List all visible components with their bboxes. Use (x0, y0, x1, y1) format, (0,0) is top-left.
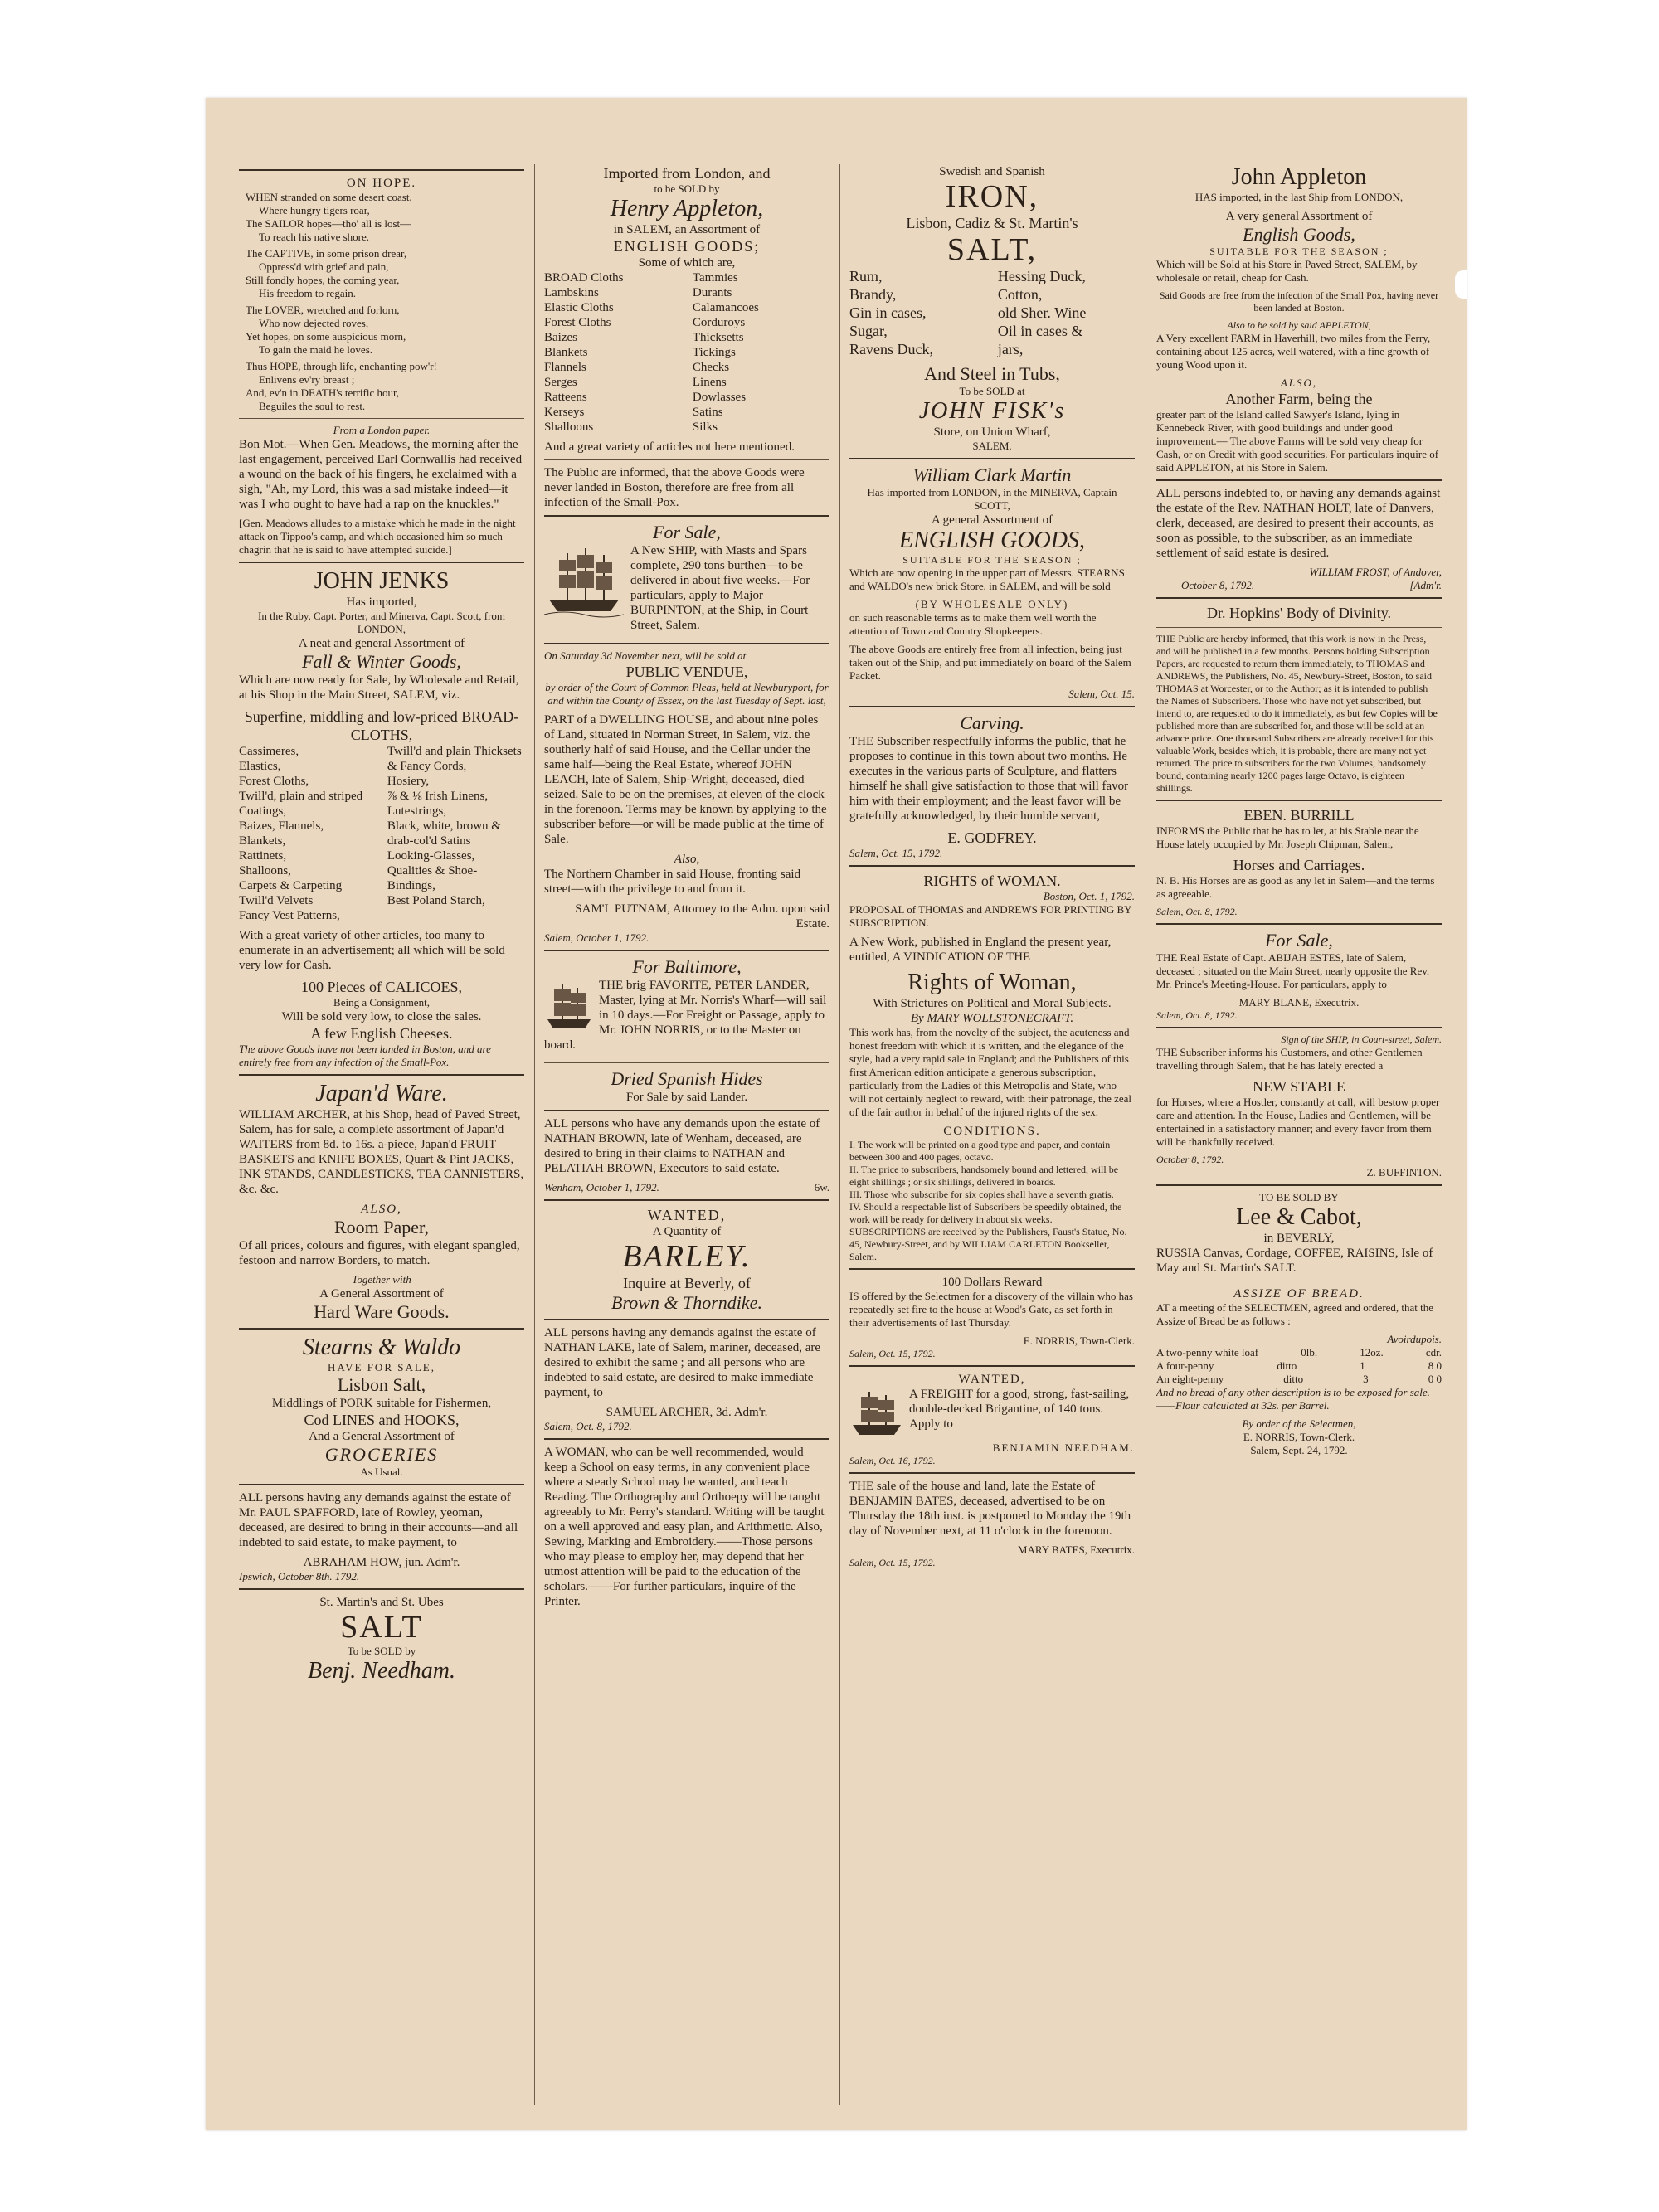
date-line: Ipswich, October 8th. 1792. (239, 1570, 360, 1582)
bread-row (1156, 1373, 1442, 1386)
poem-line: Thus HOPE, through life, enchanting pow'r! (246, 360, 437, 372)
wholesale-line: (BY WHOLESALE ONLY) (915, 598, 1069, 610)
signature-line: E. GODFREY. (947, 829, 1037, 846)
jenks-note: The above Goods have not been landed in Boston, and are entirely free from any infection of the Small-Pox. (239, 1043, 491, 1068)
general-line: A very general Assortment of (1225, 210, 1373, 223)
ship-woodcut-icon (544, 980, 594, 1034)
thorndike-heading: Brown & Thorndike. (611, 1292, 762, 1313)
date-line: Boston, Oct. 1, 1792. (1043, 890, 1135, 902)
iron-heading: IRON, (945, 179, 1039, 214)
divider (544, 1438, 830, 1440)
column-4 (1156, 164, 1442, 2105)
appleton-goods-list (544, 270, 830, 435)
ow-mark: 6w. (814, 1181, 830, 1194)
freight-text: A FREIGHT for a good, strong, fast-sailing, double-decked Brigantine, of 140 tons. Apply to (909, 1388, 1130, 1431)
date-line: Salem, Oct. 15, 1792. (849, 847, 943, 859)
bread-cell: 0lb. (1301, 1346, 1318, 1359)
archer-ad: WILLIAM ARCHER, at his Shop, head of Paved Street, Salem, has for sale, a complete assortment of Japan'd WAITERS from 8d. to 16s. a-piece, Japan'd FRUIT BASKETS and KNIFE BOXES, Quart & Pint JACKS, INK STANDS, CANDLESTICKS, TEA CANNISTERS, &c. &c. (239, 1108, 524, 1196)
goods-list-right: Twill'd and plain Thicksets & Fancy Cords, Hosiery, ⅞ & ⅛ Irish Linens, Lutestrings, Black, white, brown & drab-col'd Satins Looking-Glasses, Qualities & Shoe-Bindings, Best Poland Starch, (387, 745, 522, 907)
divider (544, 1319, 830, 1320)
bread-cell: ditto (1283, 1373, 1304, 1385)
divider (239, 1328, 524, 1330)
baltimore-heading: For Baltimore, (632, 956, 742, 977)
divider (849, 1365, 1135, 1367)
salt-heading: SALT (340, 1610, 423, 1645)
signature-line: SAM'L PUTNAM, Attorney to the Adm. upon said Estate. (575, 902, 830, 931)
jenks-heading: 100 Pieces of CALICOES, (301, 979, 462, 995)
poem-line: Oppress'd with grief and pain, (259, 260, 389, 273)
room-paper-heading: Room Paper, (334, 1217, 429, 1237)
general-line: A general Assortment of (931, 513, 1053, 527)
column-2 (544, 164, 830, 2105)
divider (1156, 597, 1442, 599)
middlings-line: Middlings of PORK suitable for Fishermen, (271, 1397, 492, 1410)
saturday-line: On Saturday 3d November next, will be sold at (544, 649, 747, 662)
jenks-line: Will be sold very low, to close the sales. (281, 1010, 482, 1023)
column-1 (239, 164, 524, 2105)
column-rule (534, 164, 535, 2105)
jenks-heading: A few English Cheeses. (310, 1025, 453, 1042)
assize-text: AT a meeting of the SELECTMEN, agreed and ordered, that the Assize of Bread be as follows : (1156, 1301, 1434, 1327)
poem-line: To gain the maid he loves. (259, 343, 373, 356)
jenks-name: JOHN JENKS (314, 568, 450, 594)
wanted-heading: WANTED, (647, 1207, 727, 1223)
divider (1156, 923, 1442, 925)
order-line: By order of the Selectmen, (1242, 1417, 1356, 1430)
tobesold-line: to be SOLD by (654, 182, 720, 195)
jenks-line: A neat and general Assortment of (298, 637, 465, 650)
divider (544, 1062, 830, 1063)
condition-item: I. The work will be printed on a good type and paper, and contain between 300 and 400 pages, octavo. (849, 1139, 1111, 1163)
signature-line: ABRAHAM HOW, jun. Adm'r. (303, 1556, 460, 1569)
date-line: Salem, Oct. 16, 1792. (849, 1455, 936, 1466)
burrill-text: INFORMS the Public that he has to let, at his Stable near the House lately occupied by Mr. Joseph Chipman, Salem, (1156, 824, 1419, 850)
bread-cell: 3 (1363, 1373, 1369, 1385)
bread-note: And no bread of any other description is to be exposed for sale.——Flour calculated at 32s. per Barrel. (1156, 1386, 1430, 1412)
quantity-line: A Quantity of (652, 1225, 722, 1238)
brown-notice: ALL persons who have any demands upon the estate of NATHAN BROWN, late of Wenham, deceased, are desired to bring in their claims to NATHAN and PELATIAH BROWN, Executors to said estate. (544, 1117, 820, 1175)
salt-heading: SALT, (946, 232, 1038, 267)
also-sold-line: Also to be sold by said APPLETON, (1227, 319, 1371, 331)
jenks-line: Which are now ready for Sale, by Wholesale and Retail, at his Shop in the Main Street, SALEM, viz. (239, 673, 519, 702)
poem-line: Where hungry tigers roar, (259, 204, 370, 216)
jenks-goods-list (239, 744, 524, 923)
another-farm-heading: Another Farm, being the (1225, 391, 1373, 407)
divider (1156, 800, 1442, 801)
goods-list-right: Hessing Duck, Cotton, old Sher. Wine Oil in cases & jars, (997, 268, 1087, 357)
source-line: From a London paper. (333, 424, 431, 436)
bread-row (1156, 1346, 1442, 1359)
novelty-text: This work has, from the novelty of the subject, the acuteness and honest freedom with which it is written, and the elegance of the style, had a very rapid sale in England; and the Publishers of this first American edition anticipate a generous subscription, particularly from the Ladies of this Metropolis and State, who will not certainly neglect to reward, with their patronage, the zeal of the fair author in behalf of the injured rights of the sex. (849, 1026, 1132, 1118)
groceries-heading: GROCERIES (324, 1444, 439, 1465)
divider (849, 458, 1135, 459)
martin-imported: Has imported from LONDON, in the MINERVA, Captain SCOTT, (867, 486, 1117, 512)
strictures-line: With Strictures on Political and Moral Subjects. (873, 997, 1112, 1010)
signature-line: MARY BLANE, Executrix. (1238, 996, 1360, 1009)
vendue-by: by order of the Court of Common Pleas, held at Newburyport, for and within the County of Essex, on the last Tuesday of Sept. last, (545, 681, 829, 707)
divider (239, 1588, 524, 1590)
appleton-free: Said Goods are free from the infection of the Small Pox, having never been landed at Boston. (1159, 289, 1439, 314)
reward-text: IS offered by the Selectmen for a discovery of the villain who has repeatedly set fire to the house at Wood's Gate, as set forth in their advertisements of last Thursday. (849, 1290, 1133, 1329)
signature-line: E. NORRIS, Town-Clerk. (1243, 1431, 1355, 1443)
holt-notice: ALL persons indebted to, or having any demands against the estate of the Rev. NATHAN HOLT, late of Danvers, clerk, deceased, are desired to present their accounts, as soon as possible, to the subscriber, as an immediate settlement of said estate is desired. (1156, 487, 1441, 560)
stearns-heading: Stearns & Waldo (302, 1334, 461, 1360)
have-sale-line: HAVE FOR SALE, (328, 1361, 435, 1373)
bread-row (1156, 1359, 1442, 1373)
divider (239, 1484, 524, 1485)
divider (239, 418, 524, 419)
newspaper-page (206, 98, 1467, 2130)
needham-heading: Benj. Needham. (307, 1658, 456, 1684)
jenks-line: In the Ruby, Capt. Porter, and Minerva, Capt. Scott, from LONDON, (258, 610, 505, 635)
signature-line: MARY BATES, Executrix. (1017, 1544, 1135, 1556)
bread-cell: cdr. (1425, 1346, 1442, 1359)
fisk-store-line: Store, on Union Wharf, (933, 425, 1051, 439)
date-line: Salem, October 1, 1792. (544, 931, 649, 944)
dwelling-notice: PART of a DWELLING HOUSE, and about nine poles of Land, situated in Norman Street, in Salem, viz. the southerly half of said House, and the Cellar under the same half—being the Real Estate, whereof JOHN LEACH, late of Salem, Ship-Wright, deceased, died seized. Sale to be on the premises, at eleven of the clock in the forenoon. Terms may be known by applying to the subscriber before—or will be made public at the time of Sale. (544, 713, 827, 846)
spafford-notice: ALL persons having any demands against the estate of Mr. PAUL SPAFFORD, late of Rowley, yeoman, deceased, are desired to bring in their accounts—and all indebted to said estate, to make payment, to (239, 1491, 518, 1549)
condition-item: III. Those who subscribe for six copies shall have a seventh gratis. (849, 1189, 1114, 1200)
steel-heading: And Steel in Tubs, (924, 363, 1060, 384)
horses-heading: Horses and Carriages. (1233, 857, 1365, 873)
goods-list-right: Tammies Durants Calamancoes Corduroys Thicksetts Tickings Checks Linens Dowlasses Satins Silks (692, 271, 759, 434)
date-line: Salem, Oct. 15. (1068, 688, 1135, 700)
goods-list-left: BROAD Cloths Lambskins Elastic Cloths Forest Cloths Baizes Blankets Flannels Serges Ratteens Kerseys Shalloons (544, 271, 624, 434)
divider (544, 643, 830, 644)
ship-ad-text: A New SHIP, with Masts and Spars complete, 290 tons burthen—to be delivered in about five weeks.—For particulars, apply to Major BURPINTON, at the Ship, in Court Street, Salem. (630, 544, 810, 632)
signature-line: E. NORRIS, Town-Clerk. (1023, 1334, 1135, 1347)
martin-free: The above Goods are entirely free from all infection, being just taken out of the Ship, and put immediately on board of the Salem Packet. (849, 643, 1131, 682)
together-line: Together with (352, 1273, 411, 1286)
variety-line: And a great variety of articles not here mentioned. (544, 440, 795, 454)
buffinton-text: for Horses, where a Hostler, constantly at call, will bestow proper care and attention. In the House, Ladies and Gentlemen, will be entertained in a satisfactory manner; and every favor from them will be thankfully received. (1156, 1096, 1440, 1148)
cod-line: Cod LINES and HOOKS, (304, 1412, 460, 1428)
tobesold-line: To be SOLD by (347, 1645, 416, 1657)
martin-text: on such reasonable terms as to make them well worth the attention of Town and Country Shopkeepers. (849, 611, 1097, 637)
date-line: Salem, Sept. 24, 1792. (1250, 1444, 1348, 1456)
estes-notice: THE Real Estate of Capt. ABIJAH ESTES, late of Salem, deceased ; situated on the Main Street, nearly opposite the Rev. Mr. Prince's Meeting-House. For particulars, apply to (1156, 951, 1430, 990)
hardware-heading: Hard Ware Goods. (314, 1301, 450, 1322)
woman-notice: A WOMAN, who can be well recommended, would keep a School on easy terms, in any convenient place where a steady School may be wanted, and teach Reading. The Orthography and Orthoepy will be taught agreeably to Mr. Perry's standard. Writing will be taught on a well approved and easy plan, and Arithmetic. Also, Sewing, Marking and Embroidery.——Those persons who may please to employ her, may depend that her utmost attention will be paid to the education of the scholars.——For further particulars, inquire of the Printer. (544, 1446, 825, 1608)
favorite-ad (544, 978, 830, 1053)
freight-ad (849, 1387, 1135, 1432)
signature-line: Z. BUFFINTON. (1366, 1166, 1442, 1179)
john-appleton-heading: John Appleton (1231, 164, 1367, 190)
date-line: Wenham, October 1, 1792. (544, 1181, 659, 1194)
divider (544, 515, 830, 517)
swedish-line: Swedish and Spanish (939, 165, 1045, 178)
also-line: ALSO, (361, 1203, 402, 1216)
hides-line: For Sale by said Lander. (625, 1091, 748, 1104)
poem-line: Who now dejected roves, (259, 317, 369, 329)
suitable-line: SUITABLE FOR THE SEASON ; (902, 554, 1082, 566)
divider (239, 562, 524, 563)
signature-line: BENJAMIN NEEDHAM. (992, 1441, 1135, 1454)
reward-heading: 100 Dollars Reward (941, 1276, 1043, 1289)
page-notch (1455, 270, 1467, 299)
also-line: Also, (674, 853, 700, 866)
rights-big-heading: Rights of Woman, (907, 970, 1077, 995)
ubes-line: St. Martin's and St. Ubes (319, 1596, 444, 1609)
assortment-line: And a General Assortment of (309, 1430, 455, 1443)
some-line: Some of which are, (638, 256, 736, 270)
conditions-heading: CONDITIONS. (943, 1125, 1041, 1138)
poem-line: Yet hopes, on some auspicious morn, (246, 330, 406, 343)
tobesold-line: TO BE SOLD BY (1259, 1191, 1339, 1203)
carving-heading: Carving. (960, 712, 1024, 733)
another-farm-text: greater part of the Island called Sawyer's Island, lying in Kennebeck River, with good buildings and under good improvement.— The above Farms will be sold very cheap for Cash, or on Credit with good securities. For particulars inquire of said APPLETON, at his Store in Salem. (1156, 408, 1439, 474)
proposal-line: PROPOSAL of THOMAS and ANDREWS FOR PRINTING BY SUBSCRIPTION. (849, 903, 1132, 929)
jenks-heading: Fall & Winter Goods, (302, 651, 461, 672)
column-3 (849, 164, 1135, 2105)
divider (544, 459, 830, 460)
chamber-notice: The Northern Chamber in said House, fronting said street—with the privilege to and from it. (544, 868, 801, 896)
goods-list-left: Cassimeres, Elastics, Forest Cloths, Twill'd, plain and striped Coatings, Baizes, Flannels, Blankets, Rattinets, Shalloons, Carpets & Carpeting Twill'd Velvets Fancy Vest Patterns, (239, 745, 363, 922)
poem-line: Still fondly hopes, the coming year, (246, 274, 400, 286)
appleton-text: HAS imported, in the last Ship from LONDON, (1194, 191, 1404, 203)
poem-line: To reach his native shore. (259, 231, 370, 243)
new-work-line: A New Work, published in England the present year, entitled, A VINDICATION OF THE (849, 936, 1112, 964)
column-rule (839, 164, 840, 2105)
divider (544, 1110, 830, 1111)
date-line: Salem, Oct. 15, 1792. (849, 1348, 936, 1359)
salem-line: in SALEM, an Assortment of (613, 223, 761, 236)
wanted-heading: WANTED, (958, 1373, 1026, 1386)
jenks-heading: Superfine, middling and low-priced BROAD-CLOTHS, (244, 708, 519, 743)
condition-item: II. The price to subscribers, handsomely bound and lettered, will be eight shillings ; or six shillings, delivered in boards. (849, 1164, 1119, 1188)
russia-line: RUSSIA Canvas, Cordage, COFFEE, RAISINS, Isle of May and St. Martin's SALT. (1156, 1247, 1433, 1275)
english-goods-heading: ENGLISH GOODS, (899, 527, 1085, 553)
carving-text: THE Subscriber respectfully informs the public, that he proposes to continue in this town about two months. He executes in the various parts of Sculpture, and flatters himself he shall give satisfaction to those that will favor him with their employment; and the least favor will be gratefully acknowledged, by their humble servant, (849, 735, 1129, 823)
stable-heading: NEW STABLE (1253, 1078, 1345, 1095)
bread-cell: ditto (1277, 1359, 1297, 1372)
martin-heading: William Clark Martin (912, 464, 1072, 485)
date-line: October 8, 1792. (1156, 1154, 1224, 1165)
divider (1156, 1184, 1442, 1186)
date-line: Salem, Oct. 15, 1792. (849, 1557, 936, 1568)
poem-line: The LOVER, wretched and forlorn, (246, 304, 400, 316)
favorite-text: THE brig FAVORITE, PETER LANDER, Master, lying at Mr. Norris's Wharf—will sail in 10 days.—For Freight or Passage, apply to Mr. JOHN NORRIS, or to the Master on board. (544, 979, 827, 1052)
ship-woodcut-icon (849, 1388, 904, 1440)
poem-line: Enlivens ev'ry breast ; (259, 373, 355, 386)
signature-line: SAMUEL ARCHER, 3d. Adm'r. (606, 1406, 768, 1419)
sign-line: Sign of the SHIP, in Court-street, Salem. (1281, 1033, 1442, 1045)
poem (239, 191, 524, 413)
poem-line: The CAPTIVE, in some prison drear, (246, 247, 407, 260)
also-line: ALSO, (1280, 377, 1318, 389)
hopkins-heading: Dr. Hopkins' Body of Divinity. (1206, 605, 1392, 621)
poem-title: ON HOPE. (346, 177, 417, 190)
bread-cell: 1 (1360, 1359, 1365, 1372)
burrill-nb: N. B. His Horses are as good as any let in Salem—and the terms as agreeable. (1156, 874, 1435, 900)
bates-notice: THE sale of the house and land, late the Estate of BENJAMIN BATES, deceased, advertised to be on Thursday the 18th inst. is postponed to Monday the 19th day of November next, at 11 o'clock in the forenoon. (849, 1480, 1131, 1538)
date-line: October 8, 1792. (1181, 579, 1255, 591)
inquire-line: Inquire at Beverly, of (623, 1275, 751, 1291)
lee-cabot-heading: Lee & Cabot, (1236, 1204, 1362, 1230)
poem-line: Beguiles the soul to rest. (259, 400, 366, 412)
lisbon-line: Lisbon, Cadiz & St. Martin's (906, 215, 1078, 231)
room-paper-desc: Of all prices, colours and figures, with elegant spangled, festoon and narrow Borders, to match. (239, 1239, 520, 1267)
subscriptions-line: SUBSCRIPTIONS are received by the Publishers, Faust's Statue, No. 45, Newbury-Street, and by WILLIAM CARLETON Bookseller, Salem. (849, 1226, 1127, 1262)
jenks-line: With a great variety of other articles, too many to enumerate in an advertisement; all which will be sold very low for Cash. (239, 929, 505, 972)
beverly-line: in BEVERLY, (1263, 1232, 1335, 1245)
appleton-text: Which will be Sold at his Store in Paved Street, SALEM, by wholesale or retail, cheap for Cash. (1156, 258, 1418, 284)
divider (849, 1268, 1135, 1270)
divider (239, 1074, 524, 1076)
bread-cell: 0 0 (1428, 1373, 1442, 1385)
assize-heading: ASSIZE OF BREAD. (1233, 1287, 1365, 1300)
public-notice: The Public are informed, that the above Goods were never landed in Boston, therefore are free from all infection of the Small-Pox. (544, 466, 805, 509)
buffinton-text: THE Subscriber informs his Customers, and other Gentlemen travelling through Salem, that he has lately erected a (1156, 1046, 1423, 1072)
condition-item: IV. Should a respectable list of Subscribers be speedily obtained, the work will be ready for delivery in about six weeks. (849, 1201, 1122, 1225)
avoirdupois-line: Avoirdupois. (1387, 1333, 1442, 1345)
date-line: Salem, Oct. 8, 1792. (1156, 906, 1238, 917)
bread-cell: 8 0 (1428, 1359, 1442, 1372)
tobesold-line: To be SOLD at (959, 385, 1025, 397)
suitable-line: SUITABLE FOR THE SEASON ; (1209, 246, 1389, 257)
divider (1156, 1027, 1442, 1028)
english-goods-heading: ENGLISH GOODS; (613, 238, 761, 255)
as-usual-line: As Usual. (360, 1466, 403, 1478)
vendue-heading: PUBLIC VENDUE, (625, 664, 748, 680)
salem-line: SALEM. (972, 440, 1012, 452)
assortment-line: A General Assortment of (319, 1287, 444, 1300)
adm-mark: [Adm'r. (1409, 579, 1442, 591)
brown-date-row (544, 1181, 830, 1194)
divider (849, 1472, 1135, 1474)
date-line: Salem, Oct. 8, 1792. (1156, 1009, 1238, 1021)
author-line: By MARY WOLLSTONECRAFT. (910, 1012, 1074, 1025)
burrill-heading: EBEN. BURRILL (1243, 807, 1355, 824)
bread-cell: 12oz. (1360, 1346, 1384, 1359)
bread-cell: A two-penny white loaf (1156, 1346, 1259, 1359)
divider (849, 706, 1135, 707)
english-goods-heading: English Goods, (1243, 224, 1355, 245)
signature-line: WILLIAM FROST, of Andover, (1309, 566, 1442, 578)
divider (849, 865, 1135, 867)
divider (1156, 627, 1442, 628)
frost-date-row (1156, 579, 1442, 592)
bread-cell: A four-penny (1156, 1359, 1214, 1372)
fisk-goods-list (849, 267, 1135, 358)
goods-list-left: Rum, Brandy, Gin in cases, Sugar, Ravens Duck, (849, 268, 933, 357)
lisbon-heading: Lisbon Salt, (337, 1374, 426, 1395)
for-sale-heading: For Sale, (1265, 930, 1333, 950)
poem-line: WHEN stranded on some desert coast, (246, 191, 412, 203)
jenks-line: Being a Consignment, (333, 996, 430, 1009)
bread-cell: An eight-penny (1156, 1373, 1224, 1385)
hopkins-text: THE Public are hereby informed, that this work is now in the Press, and will be published in a few months. Persons holding Subscription Papers, are requested to return them immediately, to THOMAS and ANDREWS, the Publishers, No. 45, Newbury-Street, Boston, to said THOMAS at Worcester, or to the Author; as it is intended to publish the Names of Subscribers. Those who have not yet subscribed, but intend to, are requested to do it immediately, as but few Copies will be published more than are subscribed for, and those will be sold at an advance price. One thousand Subscribers are already received for this valuable Work, besides which, it is probable, there are many not yet returned. The price to subscribers for the two Volumes, handsomely bound, containing nearly 1200 pages large Octavo, is eighteen shillings. (1156, 633, 1438, 794)
barley-heading: BARLEY. (622, 1239, 752, 1274)
poem-line: And, ev'n in DEATH's terrific hour, (246, 386, 400, 399)
lake-notice: ALL persons having any demands against the estate of NATHAN LAKE, late of Salem, mariner, deceased, are desired to exhibit the same ; and all persons who are indebted to said estate, are desired to make immediate payment, to (544, 1326, 821, 1399)
top-rule (239, 169, 524, 171)
bon-mot: Bon Mot.—When Gen. Meadows, the morning after the last engagement, perceived Earl Cornwallis had received a wound on the back of his fingers, he exclaimed with a sigh, "Ah, my Lord, this was a sad mistake indeed—it was I who ought to have had a rap on the knuckles." (239, 438, 523, 511)
hides-heading: Dried Spanish Hides (611, 1068, 763, 1089)
poem-line: His freedom to regain. (259, 287, 356, 299)
farm-ad: A Very excellent FARM in Haverhill, two miles from the Ferry, containing about 125 acres, well watered, with a fine growth of young Wood upon it. (1156, 332, 1431, 371)
henry-appleton-heading: Henry Appleton, (610, 196, 764, 221)
japan-title: Japan'd Ware. (315, 1081, 448, 1106)
rights-heading: RIGHTS of WOMAN. (923, 873, 1061, 889)
bread-table (1156, 1346, 1442, 1386)
ship-ad (544, 543, 830, 633)
date-line: Salem, Oct. 8, 1792. (544, 1420, 632, 1432)
imported-line: Imported from London, and (603, 165, 771, 182)
divider (544, 1199, 830, 1201)
ship-woodcut-icon (544, 545, 624, 618)
divider (544, 950, 830, 951)
for-sale-heading: For Sale, (653, 522, 721, 542)
jenks-line: Has imported, (346, 596, 417, 609)
fisk-heading: JOHN FISK's (918, 398, 1066, 424)
bon-mot-note: [Gen. Meadows alludes to a mistake which he made in the night attack on Tippoo's camp, and which occasioned him so much chagrin that he is said to have attempted suicide.] (239, 517, 516, 556)
divider (1156, 479, 1442, 481)
poem-line: The SAILOR hopes—tho' all is lost— (246, 217, 411, 230)
martin-text: Which are now opening in the upper part of Messrs. STEARNS and WALDO's new brick Store, in SALEM, and will be sold (849, 566, 1125, 592)
